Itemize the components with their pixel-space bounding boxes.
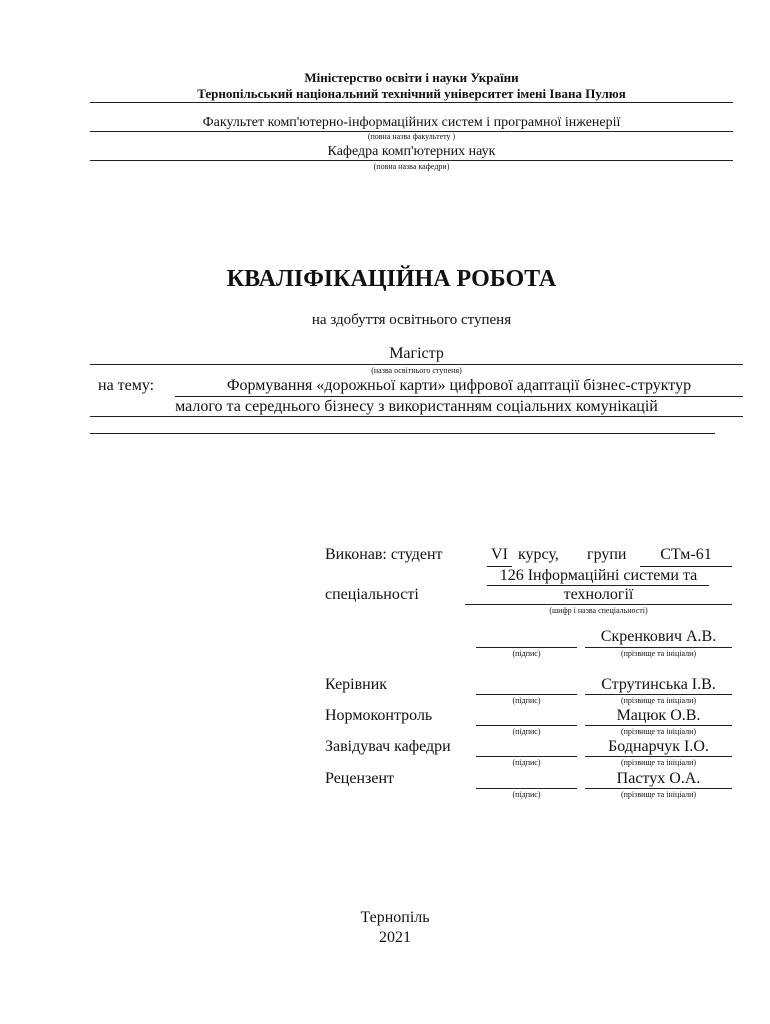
reviewer-name: Пастух О.А. [616, 770, 701, 787]
year: 2021 [379, 929, 411, 946]
signature-line [476, 788, 577, 789]
role-reviewer: Рецензент [325, 770, 394, 787]
student-name: Скренкович А.В. [600, 628, 717, 645]
specialty-line-2: технології [563, 586, 634, 603]
university-title: Тернопільський національний технічний університет імені Івана Пулюя [197, 86, 626, 101]
divider [90, 364, 743, 365]
divider [585, 725, 732, 726]
divider [90, 433, 715, 434]
department-name: Кафедра комп'ютерних наук [327, 144, 496, 159]
name-caption: (прізвище та ініціали) [620, 758, 697, 767]
head-of-department-name: Боднарчук І.О. [608, 738, 709, 755]
specialty-caption: (шифр і назва спеціальності) [549, 606, 648, 615]
specialty-line-1: 126 Інформаційні системи та [499, 567, 698, 584]
group-label: групи [587, 546, 627, 563]
divider [465, 604, 732, 605]
supervisor-name: Струтинська І.В. [601, 676, 716, 693]
course-label: курсу, [518, 546, 559, 563]
role-normcontrol: Нормоконтроль [325, 707, 433, 724]
divider [585, 788, 732, 789]
divider [90, 102, 733, 103]
signature-caption: (підпис) [512, 727, 541, 736]
signature-line [476, 647, 577, 648]
divider [585, 647, 732, 648]
topic-line-2: малого та середнього бізнесу з використанням соціальних комунікацій [175, 398, 658, 415]
specialty-label: спеціальності [325, 586, 419, 603]
normcontrol-name: Мацюк О.В. [616, 707, 701, 724]
signature-caption: (підпис) [512, 790, 541, 799]
degree-name: Магістр [389, 345, 444, 362]
divider [585, 694, 732, 695]
document-subtitle: на здобуття освітнього ступеня [311, 312, 512, 328]
name-caption: (прізвище та ініціали) [620, 727, 697, 736]
divider [175, 396, 743, 397]
document-title: КВАЛІФІКАЦІЙНА РОБОТА [226, 266, 557, 292]
name-caption: (прізвище та ініціали) [620, 649, 697, 658]
group-value: СТм-61 [660, 546, 712, 563]
signature-line [476, 756, 577, 757]
ministry-title: Міністерство освіти і науки України [304, 70, 519, 85]
degree-caption: (назва освітнього ступеня) [371, 366, 462, 375]
topic-line-1: Формування «дорожньої карти» цифрової адаптації бізнес-структур [226, 377, 692, 394]
city: Тернопіль [360, 909, 430, 926]
signature-caption: (підпис) [512, 649, 541, 658]
department-caption: (повна назва кафедри) [373, 162, 450, 171]
signature-line [476, 725, 577, 726]
signature-caption: (підпис) [512, 758, 541, 767]
faculty-name: Факультет комп'ютерно-інформаційних систем і програмної інженерії [202, 115, 621, 130]
divider [90, 160, 733, 161]
course-value: VI [491, 546, 508, 563]
topic-label: на тему: [98, 377, 155, 394]
role-supervisor: Керівник [325, 676, 388, 693]
name-caption: (прізвище та ініціали) [620, 696, 697, 705]
name-caption: (прізвище та ініціали) [620, 790, 697, 799]
divider [585, 756, 732, 757]
faculty-caption: (повна назва факультету ) [367, 132, 456, 141]
signature-line [476, 694, 577, 695]
performer-label: Виконав: студент [325, 546, 443, 563]
role-head-of-department: Завідувач кафедри [325, 738, 451, 755]
signature-caption: (підпис) [512, 696, 541, 705]
divider [90, 416, 743, 417]
